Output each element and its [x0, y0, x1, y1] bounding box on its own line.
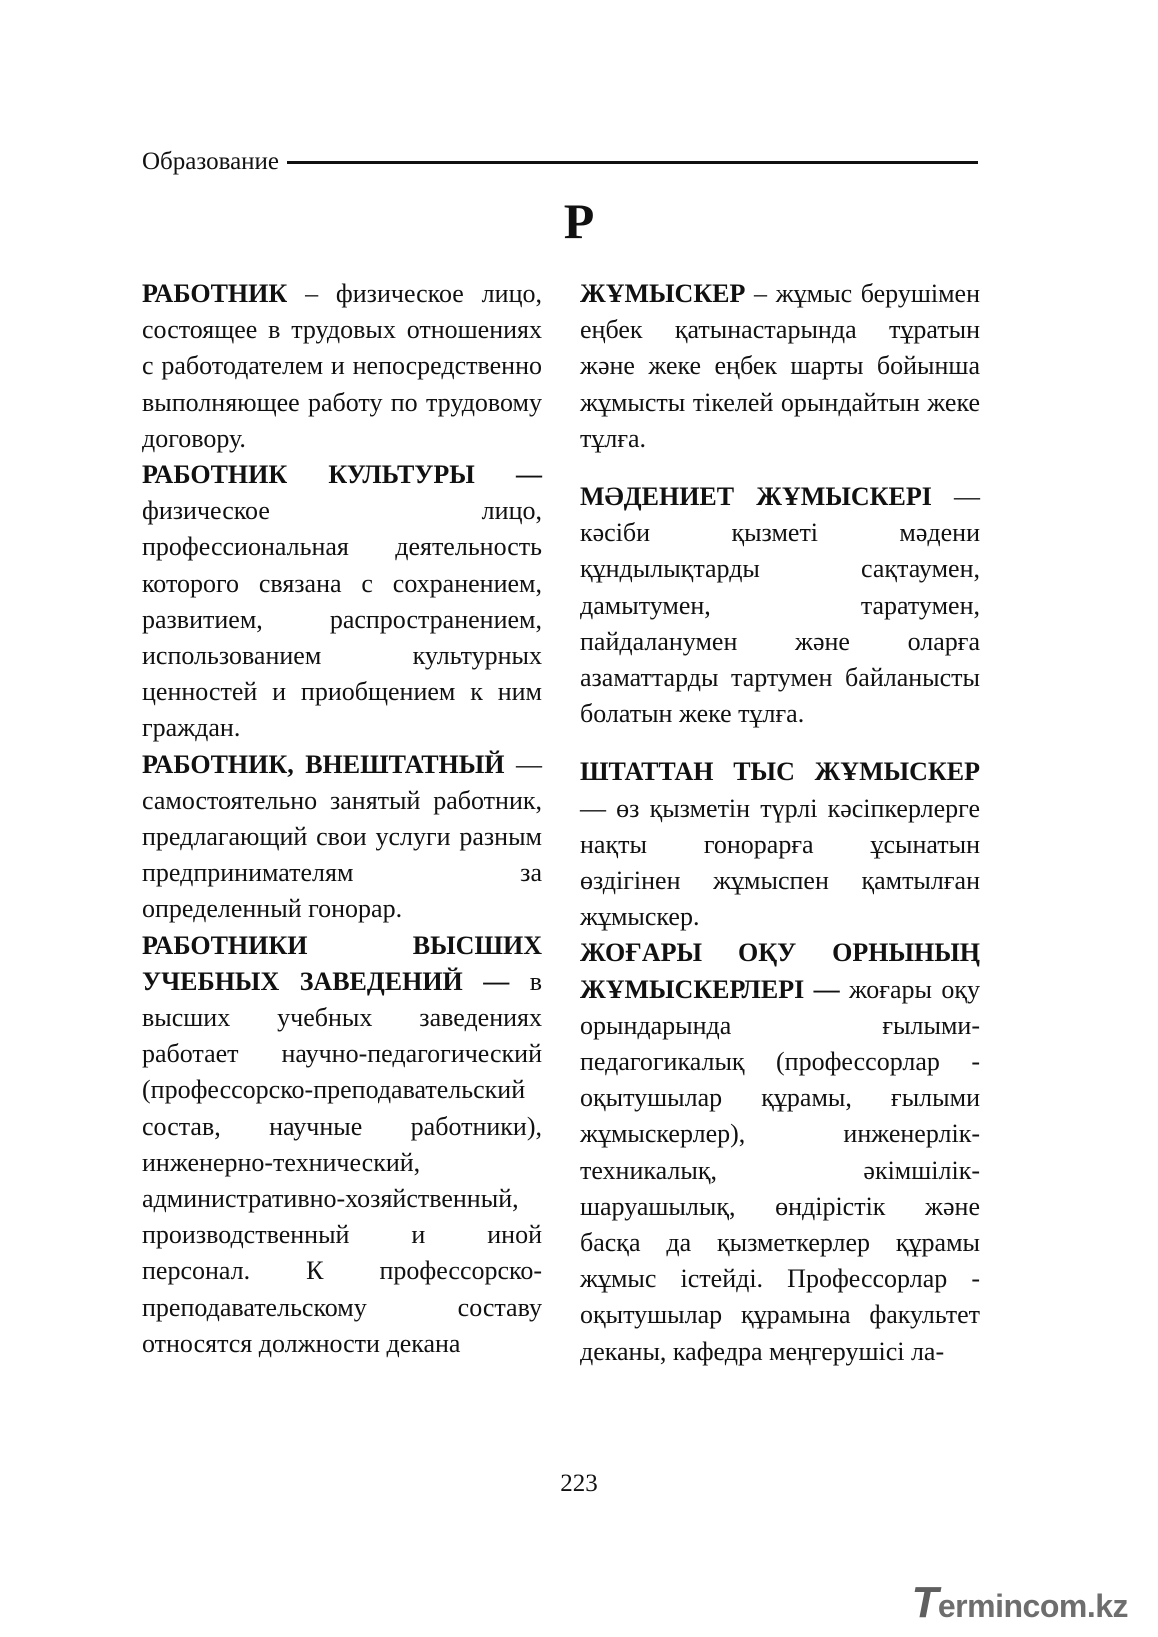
- entry-rabotniki-vuzov: [142, 928, 542, 1362]
- entry-definition: жоғары оқу орындарында ғылыми-педагогикалық (профессорлар - оқытушылар құрамы, ғылыми жұмыскерлер), инженерлік-техникалық, әкімшілік-шаруашылық, өндірістік және басқа да қызметкерлер құрамы жұмыс істейді. Профессорлар - оқытушылар құрамына факультет деканы, кафедра меңгерушісі ла-: [580, 974, 980, 1366]
- entry-term: ЖОҒАРЫ ОҚУ ОРНЫНЫҢ ЖҰМЫСКЕРЛЕРІ —: [580, 938, 980, 1004]
- entry-definition: — самостоятельно занятый работник, предлагающий свои услуги разным предпринимателям за определенный гонорар.: [142, 749, 542, 924]
- section-title: Образование: [142, 148, 280, 175]
- entry-zhogary-oku-ornynyn: [580, 935, 980, 1369]
- entry-term: МӘДЕНИЕТ ЖҰМЫСКЕРІ: [580, 482, 932, 512]
- header-rule: [287, 161, 978, 164]
- entry-term: РАБОТНИКИ ВЫСШИХ УЧЕБНЫХ ЗАВЕДЕНИЙ —: [142, 930, 542, 996]
- left-column-russian: [142, 276, 542, 1362]
- entry-definition: в высших учебных заведениях работает научно-педагогический (профессорско-преподавательский состав, научные работники), инженерно-технический, административно-хозяйственный, производственный и иной персонал. К профессорско-преподавательскому составу относятся должности декана: [142, 966, 542, 1358]
- entry-shtattan-tys-zhumysker: [580, 754, 980, 935]
- termincom-watermark-logo: Termincom.kz: [911, 1578, 1128, 1627]
- entry-definition: – жұмыс берушімен еңбек қатынастарында тұратын және жеке еңбек шарты бойынша жұмысты тікелей орындайтын жеке тұлға.: [580, 279, 980, 453]
- entry-madeniet-zhumyskeri: [580, 479, 980, 732]
- entry-definition: физическое лицо, профессиональная деятельность которого связана с сохранением, развитием, распространением, использованием культурных ценностей и приобщением к ним граждан.: [142, 496, 542, 743]
- entry-term: РАБОТНИК КУЛЬТУРЫ —: [142, 460, 542, 490]
- entry-term: ШТАТТАН ТЫС ЖҰМЫСКЕР: [580, 757, 980, 787]
- entry-definition: — өз қызметін түрлі кәсіпкерлерге нақты гонорарға ұсынатын өздігінен жұмыспен қамтылған жұмыскер.: [580, 793, 980, 932]
- entry-rabotnik: [142, 276, 542, 457]
- entry-definition: — кәсіби қызметі мәдени құндылықтарды сақтаумен, дамытумен, таратумен, пайдаланумен және оларға азаматтарды тартумен байланысты болатын жеке тұлға.: [580, 482, 981, 729]
- entry-term: РАБОТНИК, ВНЕШТАТНЫЙ: [142, 749, 505, 779]
- section-letter: Р: [563, 193, 595, 249]
- right-column-kazakh: [580, 276, 980, 1370]
- entry-term: ЖҰМЫСКЕР: [580, 279, 746, 308]
- entry-zhumysker: [580, 276, 980, 457]
- page-number: 223: [560, 1470, 598, 1497]
- entry-definition: – физическое лицо, состоящее в трудовых отношениях с работодателем и непосредственно выполняющее работу по трудовому договору.: [142, 279, 542, 453]
- entry-rabotnik-vneshtatnyi: [142, 747, 542, 928]
- entry-term: РАБОТНИК: [142, 279, 288, 308]
- running-header: [142, 148, 978, 176]
- entry-rabotnik-kultury: [142, 457, 542, 747]
